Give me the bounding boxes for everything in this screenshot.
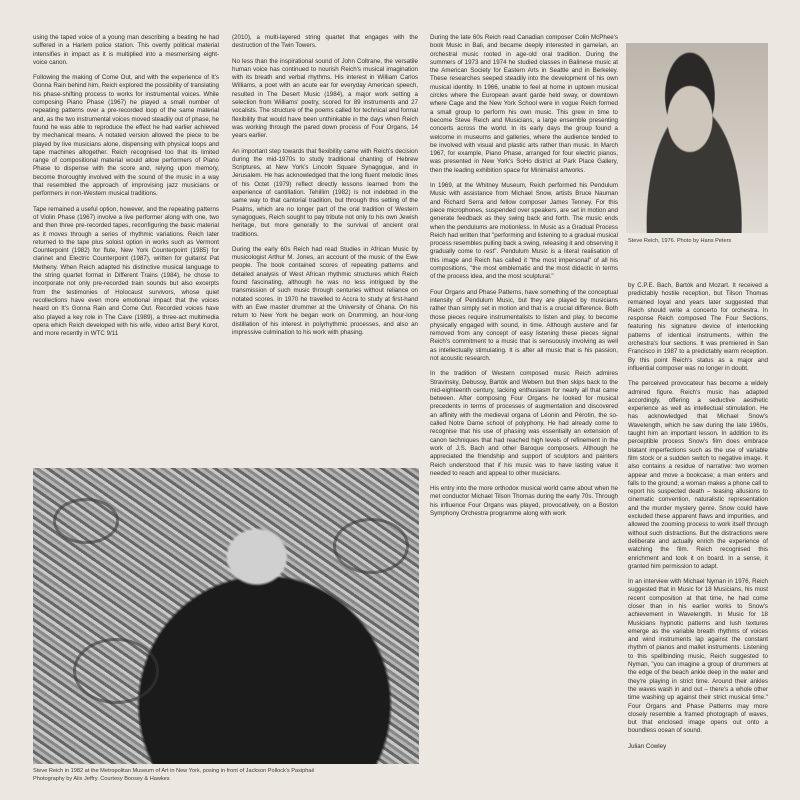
photo-reich-pollock — [33, 468, 419, 764]
text-column-3 — [430, 34, 618, 525]
paragraph: Following the making of Come Out, and with the experience of It's Gonna Rain behind him, Reich explored the possibility of translating his phase-shifting process to works for instrumental voices. While composing Piano Phase (1967) he played a small number of repeating patterns over a pre-recorded loop of the same material and, as the two instrumental voices moved steadily out of phase, he found he was able to reproduce the effect he had earlier achieved by mechanical means. A notated version allowed the piece to be played by live musicians alone, dispensing with physical loops and tape machines altogether. Reich recognised too that its limited range of compositional material would allow performers of Piano Phase to dispense with the score and, relying upon memory, become thoroughly involved with the sound of the music in a way that resembled the approach of improvising jazz musicians or performers in non-Western musical traditions. — [33, 74, 219, 198]
caption-line: Steve Reich in 1982 at the Metropolitan Museum of Art in New York, posing in front of Jackson Pollock's Pasiphaë — [33, 768, 315, 774]
paragraph: (2010), a multi-layered string quartet that engages with the destruction of the Twin Towers. — [232, 34, 418, 50]
text-column-1 — [33, 34, 219, 345]
paragraph: by C.P.E. Bach, Bartók and Mozart. It received a predictably hostile reception, but Tilson Thomas remained loyal and years later suggested that Reich should write a concerto for orchestra. In response Reich composed The Four Sections, featuring his signature device of interlocking patterns of identical instruments, within the orchestra's four sections. It was premiered in San Francisco in 1987 to a predictably warm reception. By this point Reich's status as a major and influential composer was no longer in doubt. — [628, 282, 768, 372]
paragraph: His entry into the more orthodox musical world came about when he met conductor Michael Tilson Thomas during the early 70s. Through his influence Four Organs was played, provocatively, on a Boston Symphony Orchestra programme along with work — [430, 485, 618, 518]
paragraph: Tape remained a useful option, however, and the repeating patterns of Violin Phase (1967) involve a live performer along with one, two and then three pre-recorded tapes, reconfiguring the basic material as it moves through a series of rhythmic variations. Reich later returned to the tape plus soloist option in works such as Vermont Counterpoint (1982) for flute, New York Counterpoint (1985) for clarinet and Electric Counterpoint (1987), written for guitarist Pat Metheny. When Reich adapted his distinctive musical language to the string quartet format in Different Trains (1984), he chose to incorporate not only pre-recorded train sounds but also excerpts from the testimonies of Holocaust survivors, whose quiet recollections have even more emotional impact that the voices heard on It's Gonna Rain and Come Out. Recorded voices have also played a key role in The Cave (1989), a three-act multimedia opera which Reich developed with his wife, video artist Beryl Korot, and more recently in WTC 9/11 — [33, 205, 219, 338]
caption-credit: Photography by Alix Jeffry. Courtesy Boosey & Hawkes — [33, 775, 170, 782]
paragraph: The perceived provocateur has become a widely admired figure. Reich's music has adapted accordingly, offering a seductive aesthetic experience as well as intellectual stimulation. He has acknowledged that Michael Snow's Wavelength, which he saw during the late 1960s, taught him an important lesson. In addition to its perceptible process Snow's film does embrace blatant imperfections such as the use of variable film stock or a sudden switch to negative image. It also contains a residue of narrative: two women appear and move a bookcase; a man enters and falls to the ground; a woman makes a phone call to report his suspected death – teasing allusions to cinematic convention, naturalistic representation and the murder mystery genre. Snow could have excluded these apparent flaws and impurities, and allowed the zooming process to work itself through without such distractions. But the distractions were deliberate and actually enrich the experience of watching the film. Reich recognised this enrichment and took it on board. In a sense, it granted him permission to adapt. — [628, 380, 768, 570]
paragraph: During the early 60s Reich had read Studies in African Music by musicologist Arthur M. Jones, an account of the music of the Ewe people. The book contained scores of repeating patterns and detailed analysis of West African rhythmic structures which Reich found fascinating, although he was no less intrigued by the transmission of such music through centuries without reliance on notated scores. In 1970 he travelled to Accra to study at first-hand with an Ewe master drummer at the University of Ghana. On his return to New York he began work on Drumming, an hour-long distillation of his interest in polyrhythmic processes, and also an impressive culmination to his work with phasing. — [232, 245, 418, 336]
painting-detail — [53, 498, 119, 544]
paragraph: Four Organs and Phase Patterns, have something of the conceptual intensity of Pendulum Music, but they are played by musicians rather than simply set in motion and that is a crucial difference. Both those pieces require instrumentalists to listen and play, to become physically engaged with sound, in time. Although austere and far removed from any concept of easy listening these pieces signal Reich's commitment to a music that is sensuously involving as well as intellectually stimulating. It is after all music that is his passion, not acoustic research. — [430, 288, 618, 362]
paragraph: using the taped voice of a young man describing a beating he had suffered in a Harlem police station. This overtly political material intensifies in impact as it is multiplied into a mesmerising eight-voice canon. — [33, 34, 219, 66]
text-column-2 — [232, 34, 418, 344]
photo-reich-1976 — [626, 43, 768, 233]
paragraph: An important step towards that flexibility came with Reich's decision during the mid-1970s to study traditional chanting of Hebrew Scriptures, at New York's Lincoln Square Synagogue, and in Jerusalem. He has acknowledged that the long fluent melodic lines of his Octet (1979) reflect directly lessons learned from the experience of cantillation. Tehillim (1982) is not indebted in the same way to that cantorial tradition, but through this setting of the Psalms, which are no longer part of the oral tradition of Western synagogues, Reich sought to pay tribute not only to his own Jewish heritage, but more generally to the survival of ancient oral traditions. — [232, 147, 418, 238]
photo-caption-side: Steve Reich, 1976. Photo by Hans Peters — [628, 238, 732, 244]
author-signature: Julian Cowley — [628, 742, 667, 750]
text-column-4 — [628, 282, 768, 758]
paragraph: In the tradition of Western composed music Reich admires Stravinsky, Debussy, Bartók and Webern but then skips back to the mid-eighteenth century, lacking enthusiasm for nearly all that came between. After composing Four Organs he looked for musical precedents in terms of processes of augmentation and discovered an affinity with the medieval organa of Léonin and Pérotin, the so-called Notre Dame school of polyphony. He had already come to recognise that his use of phasing was essentially an extension of canon techniques that had reached high levels of refinement in the work of J.S. Bach and other Baroque composers. Although he appreciated the friendship and support of sculptors and painters Reich understood that if his music was to have lasting value it needed to reach and appeal to other musicians. — [430, 370, 618, 477]
painting-detail — [73, 638, 159, 704]
photo-caption-main — [33, 768, 419, 783]
paragraph: In 1969, at the Whitney Museum, Reich performed his Pendulum Music with assistance from Michael Snow, artists Bruce Nauman and Richard Serra and fellow composer James Tenney. For this piece microphones, suspended over speakers, are set in motion and generate feedback as they swing back and forth. The music ends when the pendulums are motionless. In Music as a Gradual Process Reich had written that "performing and listening to a gradual musical process resembles pulling back a swing, releasing it and observing it gradually come to rest". Pendulum Music is a literal realisation of this image and Reich has called it "the most impersonal" of all his compositions, "the most emblematic and the most didactic in terms of the process idea, and the most sculptural." — [430, 182, 618, 281]
paragraph: In an interview with Michael Nyman in 1976, Reich suggested that in Music for 18 Musicians, his most recent composition at that time, he had come closer than in his earlier works to Snow's achievement in Wavelength. In Music for 18 Musicians hypnotic patterns and lush textures emerge as the variable breath rhythms of voices and wind instruments lap against the constant rhythm of pianos and mallet instruments. Listening to this spellbinding music, Reich suggested to Nyman, "you can imagine a group of drummers at the edge of the beach ankle deep in the water and they're playing in strict time. Around their ankles the waves wash in and out – there's a whole other time washing up against their strict musical time." Four Organs and Phase Patterns may more closely resemble a framed photograph of waves, but that enclosed image opens out onto a boundless ocean of sound. — [628, 578, 768, 735]
paragraph: No less than the inspirational sound of John Coltrane, the versatile human voice has continued to nourish Reich's musical imagination with its breath and verbal rhythms. His interest in William Carlos Williams, a poet with an acute ear for everyday American speech, resulted in The Desert Music (1984), a major work setting a selection from Williams' poetry, scored for 89 instruments and 27 vocalists. The structure of the poems called for technical and formal flexibility that would have been unthinkable in the days when Reich was working through the pared down process of Four Organs, 14 years earlier. — [232, 57, 418, 140]
painting-detail — [333, 518, 409, 574]
paragraph: During the late 60s Reich read Canadian composer Colin McPhee's book Music in Bali, and became deeply interested in gamelan, an orchestral music rooted in age-old oral tradition. During the summers of 1973 and 1974 he studied classes in Balinese music at the American Society for Eastern Arts in Seattle and in Berkeley. These researches seeped steadily into the development of his own musical identity. In 1966, unable to feel at home in uptown musical circles where the European avant garde held sway, or downtown where Cage and the New York School were in vogue Reich formed a small group to perform his own music. This grew in time to become Steve Reich and Musicians, a large ensemble presenting concerts across the world. In its early days the group found a welcome in museums and galleries, where the audience tended to be involved with visual and plastic arts rather than music. In March 1967, for example, Piano Phase, arranged for four electric pianos, was presented in New York's SoHo district at Park Place Gallery, then the leading exhibition space for Minimalist artworks. — [430, 34, 618, 174]
